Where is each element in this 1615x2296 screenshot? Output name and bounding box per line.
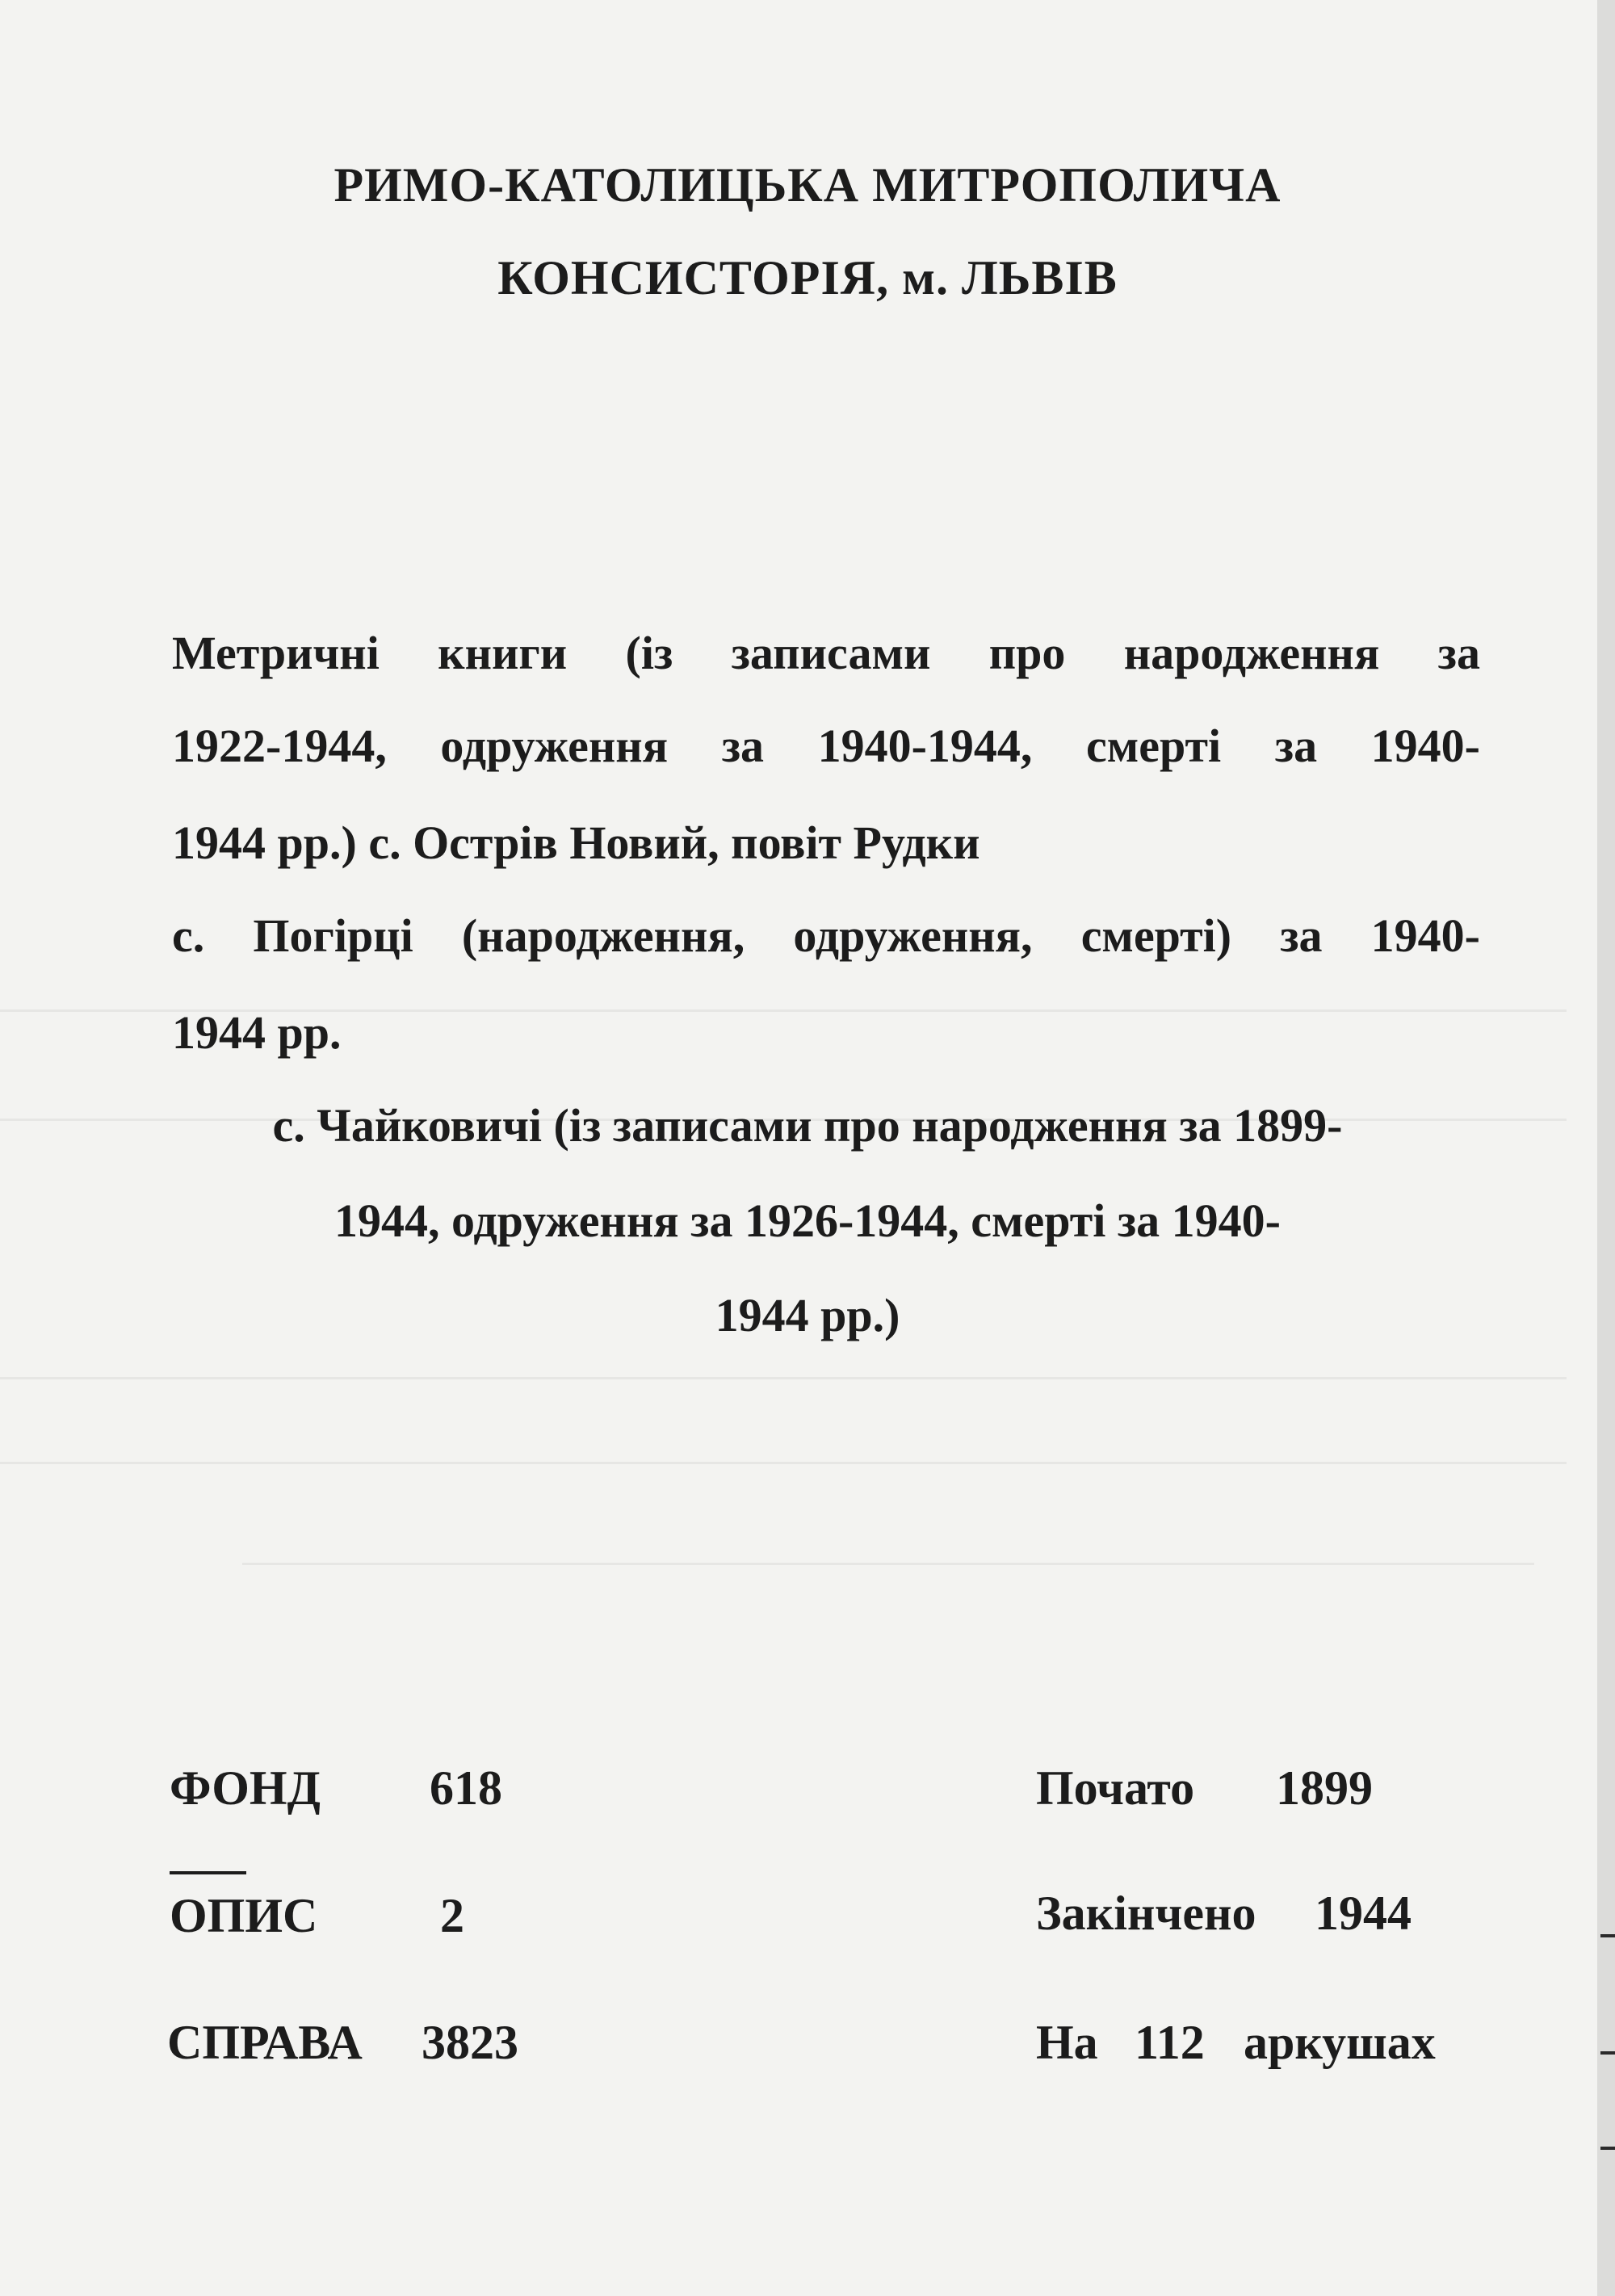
opys-value: 2	[440, 1889, 464, 1942]
description-line-7: 1944, одруження за 1926-1944, смерті за 1940-	[334, 1194, 1281, 1247]
description-line-2: 1922-1944, одруження за 1940-1944, смерті за 1940-	[172, 720, 1480, 772]
show-through-line	[242, 1563, 1534, 1565]
underline-mark	[170, 1871, 246, 1874]
description-line-5: 1944 рр.	[172, 1006, 342, 1059]
sprava-value: 3823	[422, 2016, 518, 2069]
edge-tick	[1600, 2051, 1615, 2055]
header-line-1: РИМО-КАТОЛИЦЬКА МИТРОПОЛИЧА	[333, 158, 1282, 212]
fond-label: ФОНД	[170, 1761, 321, 1815]
sheets-suffix: аркушах	[1244, 2016, 1436, 2069]
description-line-4: с. Погірці (народження, одруження, смерті) за 1940-	[172, 909, 1480, 962]
header-line-2: КОНСИСТОРІЯ, м. ЛЬВІВ	[497, 251, 1118, 304]
show-through-line	[0, 1462, 1567, 1464]
opys-label: ОПИС	[170, 1889, 318, 1942]
edge-tick	[1600, 2147, 1615, 2150]
ended-value: 1944	[1315, 1887, 1412, 1940]
sheets-prefix: На	[1036, 2016, 1098, 2069]
started-label: Почато	[1036, 1761, 1195, 1815]
started-value: 1899	[1276, 1761, 1373, 1815]
description-line-6: с. Чайковичі (із записами про народження за 1899-	[272, 1099, 1343, 1152]
ended-label: Закінчено	[1036, 1887, 1256, 1940]
sheets-value: 112	[1135, 2016, 1205, 2069]
edge-tick	[1600, 1934, 1615, 1937]
page-edge	[1597, 0, 1615, 2296]
show-through-line	[0, 1377, 1567, 1379]
sprava-label: СПРАВА	[167, 2016, 363, 2069]
description-line-8: 1944 рр.)	[715, 1289, 900, 1341]
description-line-3: 1944 рр.) с. Острів Новий, повіт Рудки	[172, 816, 980, 869]
fond-value: 618	[430, 1761, 502, 1815]
description-line-1: Метричні книги (із записами про народження за	[172, 627, 1480, 679]
